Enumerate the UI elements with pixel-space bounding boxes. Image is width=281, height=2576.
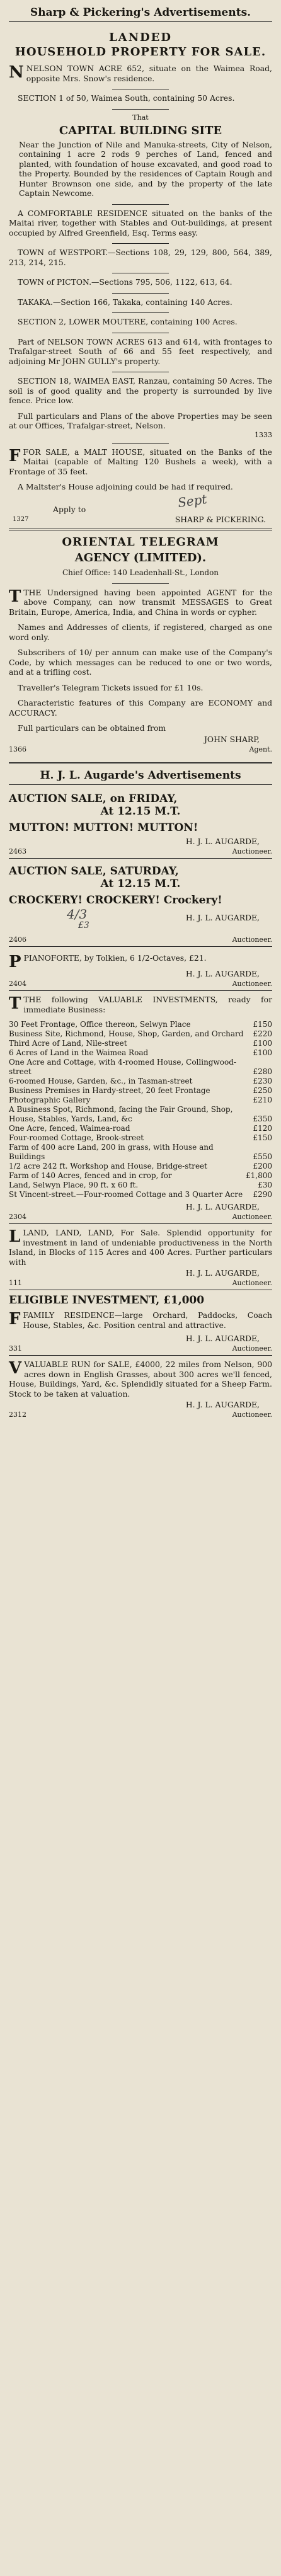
ad-paragraph: VVALUABLE RUN for SALE, £4000, 22 miles from Nelson, 900 acres down in English Grasses, about 300 acres we'll fenced, House, Buildings, Yard, &c. Splendidly situated for a Sheep Farm. Stock to be taken at valuation. bbox=[9, 1359, 272, 1399]
auction-heading: AUCTION SALE, SATURDAY, bbox=[9, 864, 179, 878]
auction-time: At 12.15 M.T. bbox=[100, 877, 181, 890]
divider bbox=[9, 858, 272, 859]
divider bbox=[9, 1355, 272, 1356]
property-list bbox=[9, 1020, 272, 1199]
divider bbox=[9, 946, 272, 947]
property-price: £100 bbox=[253, 1039, 272, 1048]
ad-paragraph: SECTION 18, WAIMEA EAST, Ranzau, containing 50 Acres. The soil is of good quality and the property is surrounded by live fence. Price low. bbox=[9, 376, 272, 405]
property-description: Farm of 400 acre Land, 200 in grass, with House and Buildings bbox=[9, 1143, 214, 1161]
property-price: £120 bbox=[253, 1124, 272, 1133]
auctioneer-role: Auctioneer. bbox=[232, 935, 272, 944]
auctioneer-role: Auctioneer. bbox=[232, 1213, 272, 1221]
property-price: £30 bbox=[258, 1181, 272, 1189]
divider bbox=[112, 312, 169, 313]
property-price: £200 bbox=[253, 1162, 272, 1171]
property-description: Business Premises in Hardy-street, 20 feet Frontage bbox=[9, 1086, 210, 1095]
ad-paragraph: Traveller's Telegram Tickets issued for £1 10s. bbox=[18, 682, 204, 692]
ad-paragraph: LLAND, LAND, LAND, For Sale. Splendid opportunity for investment in land of undeniable productiveness in the North Island, in Blocks of 115 Acres and 400 Acres. Further particulars with bbox=[9, 1227, 272, 1267]
section-title-sharp-pickering: Sharp & Pickering's Advertisements. bbox=[30, 6, 251, 19]
property-price: £280 bbox=[253, 1067, 272, 1076]
auctioneer-name: H. J. L. AUGARDE, bbox=[185, 836, 260, 846]
divider bbox=[112, 583, 169, 584]
ad-paragraph: A Maltster's House adjoining could be had if required. bbox=[18, 482, 233, 491]
property-description: One Acre and Cottage, with 4-roomed House, Collingwood-street bbox=[9, 1058, 236, 1076]
property-price: £1,800 bbox=[246, 1171, 272, 1180]
ad-paragraph: FFAMILY RESIDENCE—large Orchard, Paddocks, Coach House, Stables, &c. Position central and attractive. bbox=[9, 1310, 272, 1330]
ad-number: 2404 bbox=[9, 980, 26, 988]
ad-paragraph: Names and Addresses of clients, if registered, charged as one word only. bbox=[9, 622, 272, 642]
divider bbox=[9, 1223, 272, 1224]
property-list-item bbox=[9, 1086, 272, 1096]
property-description: Four-roomed Cottage, Brook-street bbox=[9, 1133, 144, 1142]
property-price: £290 bbox=[253, 1190, 272, 1199]
auctioneer-name: H. J. L. AUGARDE, bbox=[185, 912, 260, 922]
property-list-item bbox=[9, 1039, 272, 1048]
ad-paragraph: Part of NELSON TOWN ACRES 613 and 614, with frontages to Trafalgar-street South of 66 and 55 feet respectively, and adjoining Mr JOHN GULLY's property. bbox=[9, 336, 272, 366]
ad-number: 2312 bbox=[9, 1411, 26, 1419]
property-description: Photographic Gallery bbox=[9, 1096, 91, 1104]
property-price: £150 bbox=[253, 1133, 272, 1142]
ad-paragraph: A COMFORTABLE RESIDENCE situated on the banks of the Maitai river, together with Stables and Out-buildings, at present occupied by Alfred Greenfield, Esq. Terms easy. bbox=[9, 208, 272, 238]
ad-paragraph: TOWN of PICTON.—Sections 795, 506, 1122, 613, 64. bbox=[18, 277, 232, 287]
ad-number: 2406 bbox=[9, 935, 26, 944]
auction-item: MUTTON! MUTTON! MUTTON! bbox=[9, 821, 198, 834]
auctioneer-name: H. J. L. AUGARDE, bbox=[185, 969, 260, 978]
ad-paragraph: SECTION 1 of 50, Waimea South, containing 50 Acres. bbox=[18, 93, 235, 103]
ad-paragraph: Characteristic features of this Company are ECONOMY and ACCURACY. bbox=[9, 698, 272, 718]
ad-paragraph: NNELSON TOWN ACRE 652, situate on the Waimea Road, opposite Mrs. Snow's residence. bbox=[9, 63, 272, 83]
ad-paragraph: TOWN of WESTPORT.—Sections 108, 29, 129, 800, 564, 389, 213, 214, 215. bbox=[9, 248, 272, 267]
divider-double bbox=[9, 762, 272, 764]
property-price: £250 bbox=[253, 1086, 272, 1095]
auction-heading: AUCTION SALE, on FRIDAY, bbox=[9, 792, 178, 805]
property-list-item bbox=[9, 1190, 272, 1199]
property-description: A Business Spot, Richmond, facing the Fair Ground, Shop, House, Stables, Yards, Land, &c bbox=[9, 1105, 233, 1123]
divider-double bbox=[9, 529, 272, 530]
property-price: £100 bbox=[253, 1048, 272, 1057]
ad-number: 2463 bbox=[9, 847, 26, 856]
property-description: 30 Feet Frontage, Office thereon, Selwyn Place bbox=[9, 1020, 191, 1029]
ad-number: 1366 bbox=[9, 745, 26, 753]
ad-footer bbox=[9, 980, 272, 988]
ad-number: 1327 bbox=[13, 515, 29, 523]
auctioneer-name: H. J. L. AUGARDE, bbox=[185, 1400, 260, 1409]
auctioneer-name: H. J. L. AUGARDE, bbox=[185, 1202, 260, 1211]
auctioneer-role: Auctioneer. bbox=[232, 1411, 272, 1419]
ad-footer bbox=[9, 745, 272, 753]
property-description: Farm of 140 Acres, fenced and in crop, for bbox=[9, 1171, 172, 1180]
ad-footer bbox=[9, 847, 272, 856]
auctioneer-role: Auctioneer. bbox=[232, 1344, 272, 1353]
telegram-heading: ORIENTAL TELEGRAM bbox=[62, 535, 219, 549]
ad-footer bbox=[9, 936, 272, 944]
apply-to-label: Apply to bbox=[53, 504, 86, 514]
property-description: St Vincent-street.—Four-roomed Cottage and 3 Quarter Acre bbox=[9, 1190, 243, 1199]
property-price: £550 bbox=[253, 1152, 272, 1161]
property-list-item bbox=[9, 1058, 272, 1077]
property-price: £230 bbox=[253, 1077, 272, 1085]
property-list-item bbox=[9, 1020, 272, 1029]
property-description: 6-roomed House, Garden, &c., in Tasman-street bbox=[9, 1077, 193, 1085]
ad-paragraph: Subscribers of 10/ per annum can make use of the Company's Code, by which messages can be reduced to one or two words, and at a trifling cost. bbox=[9, 648, 272, 677]
property-description: Third Acre of Land, Nile-street bbox=[9, 1039, 127, 1048]
ad-heading-landed: LANDED bbox=[108, 31, 172, 44]
property-list-item bbox=[9, 1143, 272, 1162]
auctioneer-name: H. J. L. AUGARDE, bbox=[185, 1334, 260, 1343]
property-list-item bbox=[9, 1077, 272, 1086]
divider bbox=[112, 243, 169, 244]
property-description: Land, Selwyn Place, 90 ft. x 60 ft. bbox=[9, 1181, 139, 1189]
handwriting-block bbox=[9, 906, 272, 934]
ad-footer bbox=[9, 1344, 272, 1353]
ad-paragraph: SECTION 2, LOWER MOUTERE, containing 100 Acres. bbox=[18, 317, 238, 326]
ad-number: 2304 bbox=[9, 1213, 26, 1221]
section-title-augarde: H. J. L. Augarde's Advertisements bbox=[40, 769, 241, 782]
property-list-item bbox=[9, 1048, 272, 1058]
divider bbox=[9, 990, 272, 991]
auctioneer-role: Auctioneer. bbox=[232, 980, 272, 988]
divider bbox=[112, 109, 169, 110]
divider bbox=[9, 784, 272, 785]
property-list-item bbox=[9, 1171, 272, 1181]
telegram-office: Chief Office: 140 Leadenhall-St., London bbox=[62, 568, 219, 577]
property-description: One Acre, fenced, Waimea-road bbox=[9, 1124, 130, 1133]
ad-number: 331 bbox=[9, 1344, 22, 1353]
ad-text: That bbox=[132, 113, 149, 122]
property-list-item bbox=[9, 1162, 272, 1171]
investment-heading: ELIGIBLE INVESTMENT, £1,000 bbox=[9, 1294, 205, 1307]
ad-paragraph: Near the Junction of Nile and Manuka-streets, City of Nelson, containing 1 acre 2 rods 9 perches of Land, fenced and planted, with foundation of house excavated, and good road to the Property. Bounded by the residences of Captain Rough and Hunter Brownson one side, and by the property of the late Captain Newcome. bbox=[19, 139, 272, 198]
handwritten-note: 4/3 bbox=[67, 906, 88, 922]
ad-paragraph: TTHE Undersigned having been appointed AGENT for the above Company, can now transmit MESSAGES to Great Britain, Europe, America, India, and China in words or cypher. bbox=[9, 587, 272, 617]
property-price: £220 bbox=[253, 1029, 272, 1038]
auctioneer-name: H. J. L. AUGARDE, bbox=[185, 1268, 260, 1278]
ad-footer bbox=[9, 1411, 272, 1419]
property-list-item bbox=[9, 1133, 272, 1143]
property-list-item bbox=[9, 1029, 272, 1039]
agent-name: JOHN SHARP, bbox=[204, 734, 260, 744]
item-number: 1333 bbox=[255, 430, 272, 439]
telegram-subheading: AGENCY (LIMITED). bbox=[74, 551, 207, 564]
auctioneer-role: Auctioneer. bbox=[232, 1279, 272, 1287]
property-price: £210 bbox=[253, 1096, 272, 1104]
ad-footer bbox=[9, 1279, 272, 1287]
ad-number: 111 bbox=[9, 1279, 22, 1287]
ad-paragraph: PPIANOFORTE, by Tolkien, 6 1/2-Octaves, £21. bbox=[9, 952, 207, 971]
auction-item: CROCKERY! CROCKERY! Crockery! bbox=[9, 893, 222, 907]
ad-heading-building-site: CAPITAL BUILDING SITE bbox=[59, 123, 222, 137]
ad-heading-property: HOUSEHOLD PROPERTY FOR SALE. bbox=[14, 45, 267, 59]
ad-paragraph: TTHE following VALUABLE INVESTMENTS, ready for immediate Business: bbox=[9, 994, 272, 1014]
auctioneer-role: Auctioneer. bbox=[232, 847, 272, 856]
property-description: 6 Acres of Land in the Waimea Road bbox=[9, 1048, 149, 1057]
signature: SHARP & PICKERING. bbox=[175, 514, 266, 524]
divider bbox=[112, 443, 169, 444]
ad-paragraph: Full particulars can be obtained from bbox=[18, 723, 166, 733]
ad-paragraph: FFOR SALE, a MALT HOUSE, situated on the Banks of the Maitai (capable of Malting 120 Bushels a week), with a Frontage of 35 feet. bbox=[9, 446, 272, 476]
apply-block bbox=[9, 493, 272, 524]
handwritten-note: £3 bbox=[78, 920, 89, 930]
divider bbox=[112, 293, 169, 294]
divider bbox=[112, 204, 169, 205]
divider bbox=[9, 21, 272, 22]
auction-time: At 12.15 M.T. bbox=[100, 804, 181, 818]
property-price: £350 bbox=[253, 1114, 272, 1123]
handwritten-note: Sept bbox=[176, 491, 208, 510]
property-list-item bbox=[9, 1124, 272, 1133]
property-description: Business Site, Richmond, House, Shop, Garden, and Orchard bbox=[9, 1029, 244, 1038]
ad-paragraph: TAKAKA.—Section 166, Takaka, containing 140 Acres. bbox=[18, 297, 232, 307]
property-list-item bbox=[9, 1181, 272, 1190]
property-price: £150 bbox=[253, 1020, 272, 1029]
agent-label: Agent. bbox=[249, 745, 272, 753]
property-list-item bbox=[9, 1096, 272, 1105]
ad-footer bbox=[9, 1213, 272, 1221]
property-list-item bbox=[9, 1105, 272, 1124]
property-description: 1/2 acre 242 ft. Workshop and House, Bridge-street bbox=[9, 1162, 207, 1171]
ad-paragraph: Full particulars and Plans of the above Properties may be seen at our Offices, Trafalgar-street, Nelson. bbox=[9, 411, 272, 430]
